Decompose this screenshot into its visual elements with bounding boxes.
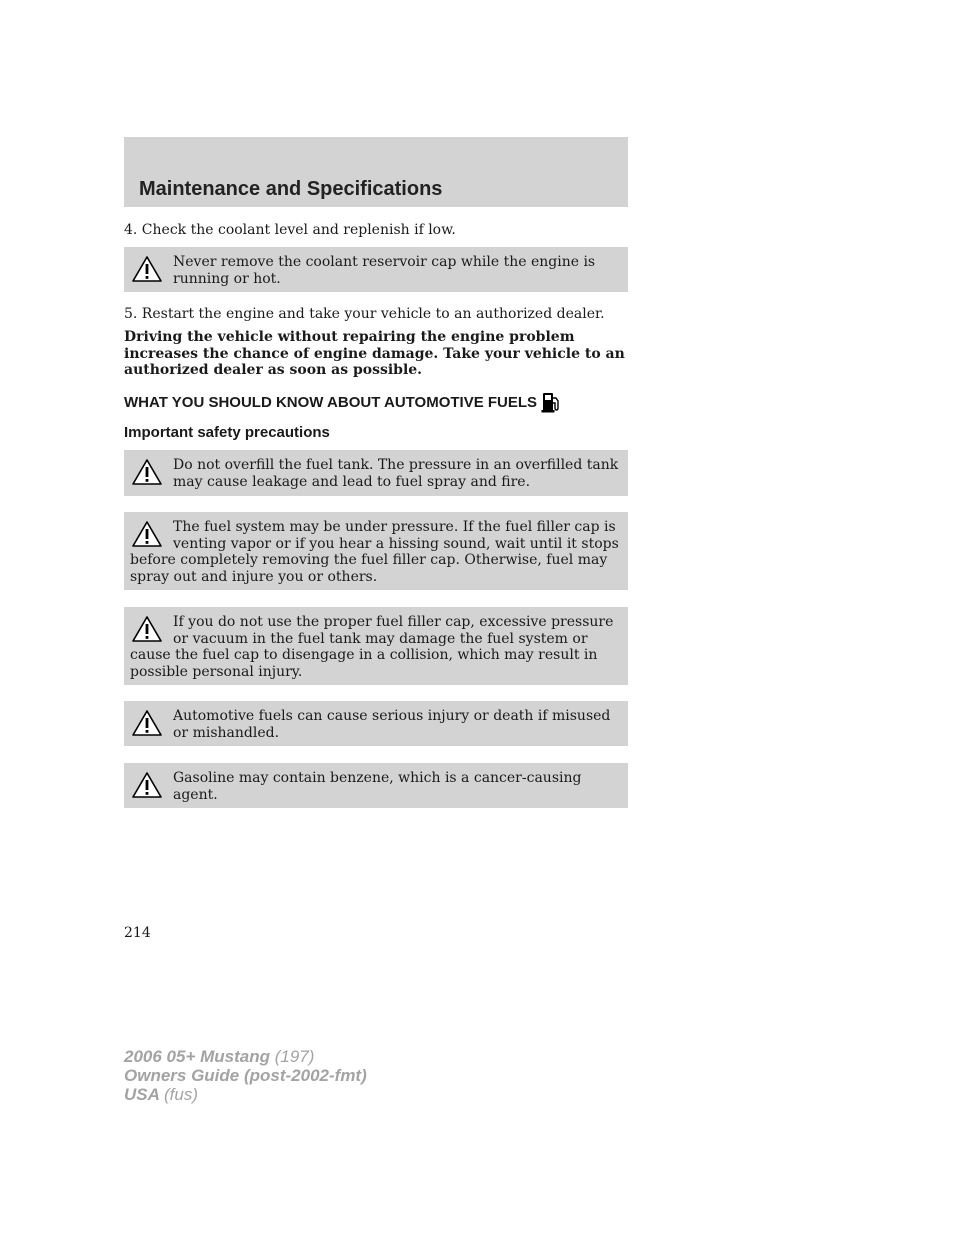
fuel-pump-icon (541, 391, 561, 413)
warning-text: Do not overfill the fuel tank. The pressure in an overfilled tank may cause leakage and lead to fuel spray and fire. (173, 457, 619, 490)
footer-line-2: Owners Guide (post-2002-fmt) (124, 1066, 367, 1085)
footer-line-3 (124, 1085, 367, 1104)
warning-triangle-icon (130, 770, 164, 800)
bold-notice: Driving the vehicle without repairing the engine problem increases the chance of engine damage. Take your vehicle to an authorized dealer as soon as possible. (124, 329, 625, 378)
fuel-warning-box (124, 512, 628, 590)
warning-text: Never remove the coolant reservoir cap while the engine is running or hot. (173, 254, 596, 287)
warning-text: Automotive fuels can cause serious injury or death if misused or mishandled. (173, 708, 611, 741)
fuels-heading-text: WHAT YOU SHOULD KNOW ABOUT AUTOMOTIVE FUELS (124, 393, 538, 411)
footer-line-1 (124, 1047, 367, 1066)
footer-market-code: (fus) (164, 1085, 198, 1104)
fuel-warning-box (124, 701, 628, 746)
document-footer (124, 1047, 367, 1104)
warning-triangle-icon (130, 254, 164, 284)
warning-text: If you do not use the proper fuel filler cap, excessive pressure or vacuum in the fuel tank may damage the fuel system or cause the fuel cap to disengage in a collision, which may result in possible personal injury. (130, 614, 614, 680)
footer-market: USA (124, 1085, 160, 1104)
step-5-text: 5. Restart the engine and take your vehicle to an authorized dealer. (124, 306, 605, 322)
footer-model: 2006 05+ Mustang (124, 1047, 270, 1066)
warning-triangle-icon (130, 519, 164, 549)
page-title: Maintenance and Specifications (139, 178, 443, 200)
safety-precautions-subheading: Important safety precautions (124, 424, 330, 441)
fuel-warning-box (124, 763, 628, 808)
warning-triangle-icon (130, 708, 164, 738)
fuel-warning-box (124, 450, 628, 496)
footer-model-code: (197) (274, 1047, 315, 1066)
section-header-band (124, 137, 628, 207)
fuels-section-heading (124, 391, 561, 413)
step-4-text: 4. Check the coolant level and replenish if low. (124, 222, 456, 238)
page-number: 214 (124, 925, 151, 941)
warning-text: The fuel system may be under pressure. If the fuel filler cap is venting vapor or if you hear a hissing sound, wait until it stops before completely removing the fuel filler cap. Otherwise, fuel may spray out and injure you or others. (130, 519, 619, 585)
warning-triangle-icon (130, 614, 164, 644)
warning-text: Gasoline may contain benzene, which is a cancer-causing agent. (173, 770, 582, 803)
coolant-warning-box (124, 247, 628, 292)
fuel-warning-box (124, 607, 628, 685)
warning-triangle-icon (130, 457, 164, 487)
